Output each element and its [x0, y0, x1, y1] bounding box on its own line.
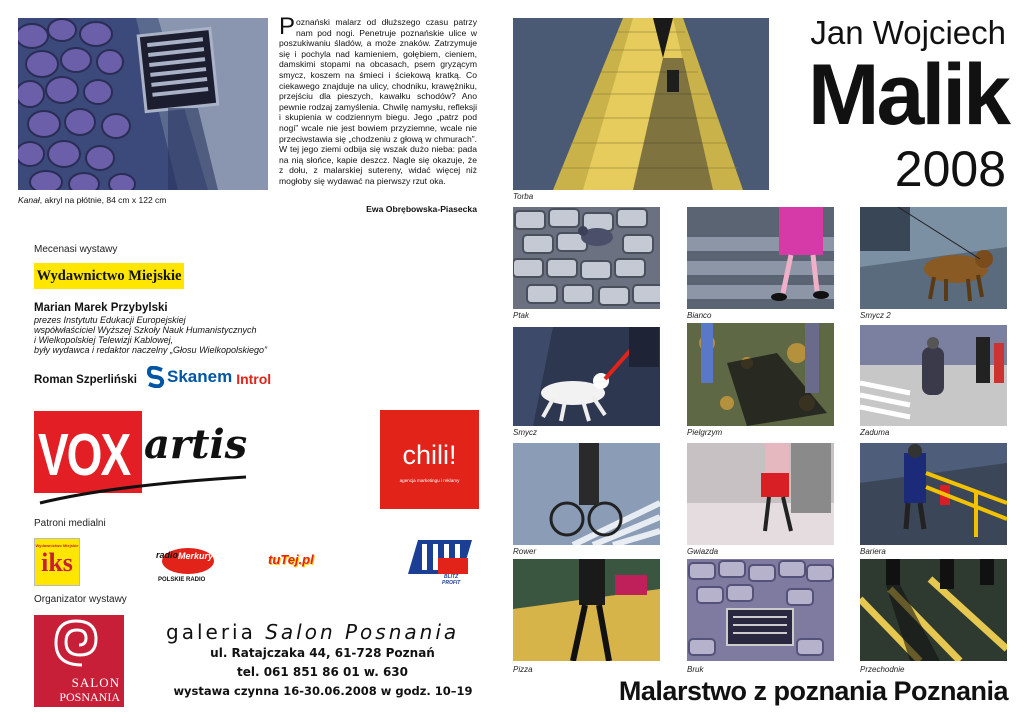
artist-first-name: Jan Wojciech: [810, 14, 1006, 51]
painting-smycz-2: [860, 207, 1007, 309]
painting-bianco: [687, 207, 834, 309]
painting-title: Bianco: [687, 311, 712, 320]
exhibition-year: 2008: [894, 141, 1006, 197]
blitz-profit-icon: [408, 540, 472, 574]
vox-artis-logo: [34, 411, 254, 507]
painting-torba: [513, 18, 769, 190]
salon-spiral-icon: [34, 615, 124, 675]
radio-text: radio: [156, 550, 179, 560]
organizer-title: Organizator wystawy: [34, 594, 127, 605]
iks-logo-top: Wydawnictwo Miejskie: [35, 543, 79, 548]
painting-ptak: [513, 207, 660, 309]
artis-text: artis: [144, 421, 248, 468]
skanem-logo: [146, 366, 271, 388]
publisher-logo-text: Wydawnictwo Miejskie: [36, 267, 182, 284]
media-title: Patroni medialni: [34, 518, 106, 529]
intro-drop-cap: P: [279, 13, 296, 40]
painting-title: Torba: [513, 192, 534, 201]
chili-text: chili!: [402, 440, 457, 470]
painting-pizza: [513, 559, 660, 661]
introl-text: Introl: [236, 370, 272, 387]
salon-logo-text-b: POSNANIA: [59, 690, 120, 704]
vox-swoosh-icon: [34, 471, 254, 507]
patron-person-1: [34, 302, 334, 355]
skanem-s-icon: [146, 366, 166, 388]
painting-rower: [513, 443, 660, 545]
painting-title: Pielgrzym: [687, 428, 723, 437]
painting-pielgrzym: [687, 323, 834, 426]
feature-caption-title: Kanał: [18, 195, 40, 205]
blitz-profit-logo: [408, 540, 472, 586]
painting-gwiazda: [687, 443, 834, 545]
radio-merkury-logo: [152, 540, 222, 586]
painting-title: Bruk: [687, 665, 704, 674]
intro-text-block: [279, 13, 477, 187]
painting-title: Rower: [513, 547, 537, 556]
salon-posnania-logo: [34, 615, 124, 707]
intro-paragraph: oznański malarz od dłuższego czasu patrzy nam pod nogi. Penetruje poznańskie ulice w poszukiwaniu śladów, a może znaków. Zatrzymuje się i pochyla nad kamieniem, gołębiem, cieniem, damskimi stopami na obcasach, psem gryzącym smycz, koszem na śmieci i ściekową kratką. Co ciekawego znajduje na ulicy, chodniku, krawężniku, przejściu dla pieszych, kawałku schodów? Ano pewnie rodzaj zamyślenia. Chwilę namysłu, refleksji i skupienia w codziennym biegu. Jego „patrz pod nogi” wcale nie jest bowiem przyziemne, wcale nie przeciwstawia się „chodzeniu z głową w chmurach”. W tej jego ziemi odbija się wszak dużo nieba: pada na nią słońce, kapie deszcz. Nagle się okazuje, że z dołu, z malarskiej sutereny, widać więcej niż mogłoby się wydawać na pierwszy rzut oka.: [279, 17, 477, 186]
painting-title: Pizza: [513, 665, 533, 674]
painting-title: Zaduma: [860, 428, 890, 437]
feature-caption-details: , akryl na płótnie, 84 cm x 122 cm: [39, 195, 167, 205]
painting-title: Gwiazda: [687, 547, 719, 556]
intro-author: Ewa Obrębowska-Piasecka: [366, 204, 477, 214]
gallery-phone: tel. 061 851 86 01 w. 630: [236, 665, 409, 679]
painting-przechodnie: [860, 559, 1007, 661]
gallery-name-prefix: galeria: [166, 620, 266, 644]
painting-title: Przechodnie: [860, 665, 905, 674]
painting-bruk: [687, 559, 834, 661]
painting-title: Bariera: [860, 547, 886, 556]
exhibition-title: Malarstwo z poznania Poznania: [618, 676, 1008, 706]
patron-name-1: Marian Marek Przybylski: [34, 302, 168, 314]
iks-logo: [34, 538, 80, 586]
salon-logo-text-a: SALON: [71, 675, 120, 690]
painting-zaduma: [860, 325, 1007, 426]
skanem-text: Skanem: [167, 367, 233, 386]
gallery-address: ul. Ratajczaka 44, 61-728 Poznań: [210, 646, 435, 660]
vox-text: VOX: [38, 420, 130, 488]
painting-kanal: [18, 18, 268, 190]
exhibition-hours: wystawa czynna 16-30.06.2008 w godz. 10–19: [173, 684, 473, 698]
profit-text: PROFIT: [442, 580, 461, 586]
feature-caption: [18, 195, 166, 205]
chili-subtext: agencja marketingu i reklamy: [399, 478, 460, 483]
iks-logo-text: iks: [41, 548, 73, 577]
chili-logo: [380, 410, 479, 509]
painting-title: Ptak: [513, 311, 530, 320]
artist-last-name: Malik: [807, 47, 1008, 143]
painting-title: Smycz: [513, 428, 537, 437]
polskie-radio-text: POLSKIE RADIO: [158, 577, 206, 583]
gallery-name: [166, 620, 459, 644]
painting-title: Smycz 2: [860, 311, 891, 320]
patron-role-line: były wydawca i redaktor naczelny „Głosu Wielkopolskiego”: [34, 345, 268, 355]
gallery-name-main: Salon Posnania: [265, 620, 460, 644]
patrons-title: Mecenasi wystawy: [34, 244, 118, 255]
patron-name-2: Roman Szperliński: [34, 374, 137, 386]
painting-bariera: [860, 443, 1007, 545]
publisher-logo: [34, 263, 184, 289]
patron-role-line: i Wielkopolskiej Telewizji Kablowej,: [34, 335, 174, 345]
patron-role-line: prezes Instytutu Edukacji Europejskiej: [34, 315, 186, 325]
merkury-text: Merkury: [178, 551, 214, 561]
patron-role-line: współwłaściciel Wyższej Szkoły Nauk Humanistycznych: [34, 325, 257, 335]
painting-smycz: [513, 327, 660, 426]
tutej-logo: tuTej.pl: [268, 552, 314, 567]
blitz-text: BLITZ: [444, 574, 459, 580]
